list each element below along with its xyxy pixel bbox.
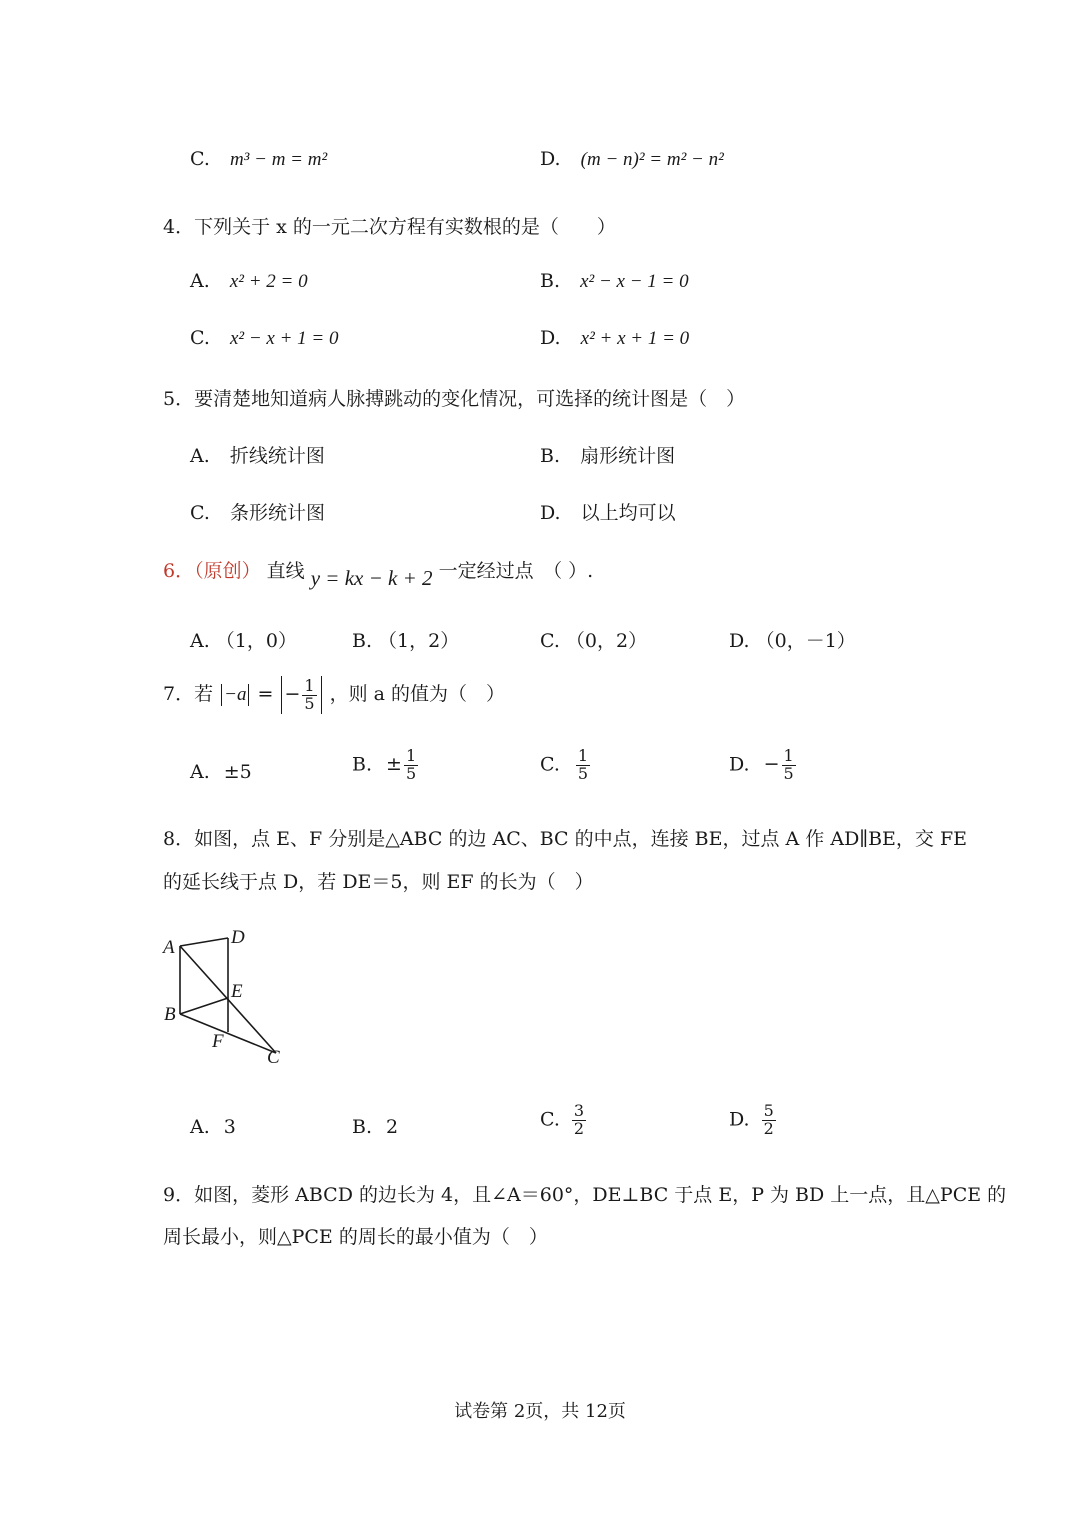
q9-stem-line1: 9．如图，菱形 ABCD 的边长为 4，且∠A＝60°，DE⊥BC 于点 E，P 为 BD 上一点，且△PCE 的 bbox=[163, 1184, 1007, 1206]
q5-option-b: B. 扇形统计图 bbox=[540, 445, 676, 467]
q5-option-a: A. 折线统计图 bbox=[190, 445, 325, 467]
q3-option-c: C. m³ − m = m² bbox=[190, 148, 328, 170]
label-e: E bbox=[231, 981, 243, 1002]
q8-triangle-figure bbox=[155, 920, 305, 1070]
page-footer: 试卷第 2页，共 12页 bbox=[454, 1401, 626, 1422]
q7-option-a: A. ±5 bbox=[190, 761, 252, 783]
q6-option-c: C. （0，2） bbox=[540, 630, 648, 652]
segment-ad bbox=[180, 938, 228, 946]
q6-original-tag: （原创） bbox=[194, 560, 261, 582]
label-c: C bbox=[267, 1047, 280, 1068]
q4-option-d: D. x² + x + 1 = 0 bbox=[540, 327, 690, 349]
q6-option-d: D. （0，－1） bbox=[729, 630, 856, 652]
label-f: F bbox=[212, 1031, 224, 1052]
q8-stem-line1: 8．如图，点 E、F 分别是△ABC 的边 AC、BC 的中点，连接 BE，过点 A 作 AD∥BE，交 FE bbox=[163, 828, 968, 850]
q3-option-d: D. (m − n)² = m² − n² bbox=[540, 148, 724, 170]
label-d: D bbox=[231, 927, 245, 948]
q6-stem: 6．（原创） 直线 y = kx − k + 2 一定经过点 （ ）. bbox=[163, 560, 594, 590]
q6-option-b: B. （1，2） bbox=[352, 630, 460, 652]
q4-option-a: A. x² + 2 = 0 bbox=[190, 270, 308, 292]
q7-option-c: C. $\frac{1}{5}$ bbox=[540, 746, 589, 783]
q5-option-d: D. 以上均可以 bbox=[540, 502, 676, 524]
q9-stem-line2: 周长最小，则△PCE 的周长的最小值为（ ） bbox=[163, 1226, 548, 1248]
segment-be bbox=[180, 998, 228, 1014]
q8-option-c: C. $\frac{3}{2}$ bbox=[540, 1101, 585, 1138]
q4-option-c: C. x² − x + 1 = 0 bbox=[190, 327, 339, 349]
q7-option-b: B. ± $\frac{1}{5}$ bbox=[352, 746, 417, 783]
label-b: B bbox=[164, 1004, 176, 1025]
q5-stem: 5．要清楚地知道病人脉搏跳动的变化情况，可选择的统计图是（ ） bbox=[163, 388, 746, 410]
q6-option-a: A. （1，0） bbox=[190, 630, 297, 652]
q8-stem-line2: 的延长线于点 D，若 DE＝5，则 EF 的长为（ ） bbox=[163, 871, 594, 893]
q7-option-d: D. − $\frac{1}{5}$ bbox=[729, 746, 794, 783]
q4-stem: 4．下列关于 x 的一元二次方程有实数根的是（ ） bbox=[163, 216, 616, 238]
q7-stem: 7．若 −a = − $\frac{1}{5}$ ，则 a 的值为（ ） bbox=[163, 675, 506, 713]
q4-option-b: B. x² − x − 1 = 0 bbox=[540, 270, 689, 292]
q8-option-a: A. 3 bbox=[190, 1116, 236, 1138]
q6-number: 6． bbox=[163, 560, 195, 582]
q5-option-c: C. 条形统计图 bbox=[190, 502, 325, 524]
label-a: A bbox=[163, 937, 175, 958]
q8-option-d: D. $\frac{5}{2}$ bbox=[729, 1101, 774, 1138]
q8-option-b: B. 2 bbox=[352, 1116, 399, 1138]
